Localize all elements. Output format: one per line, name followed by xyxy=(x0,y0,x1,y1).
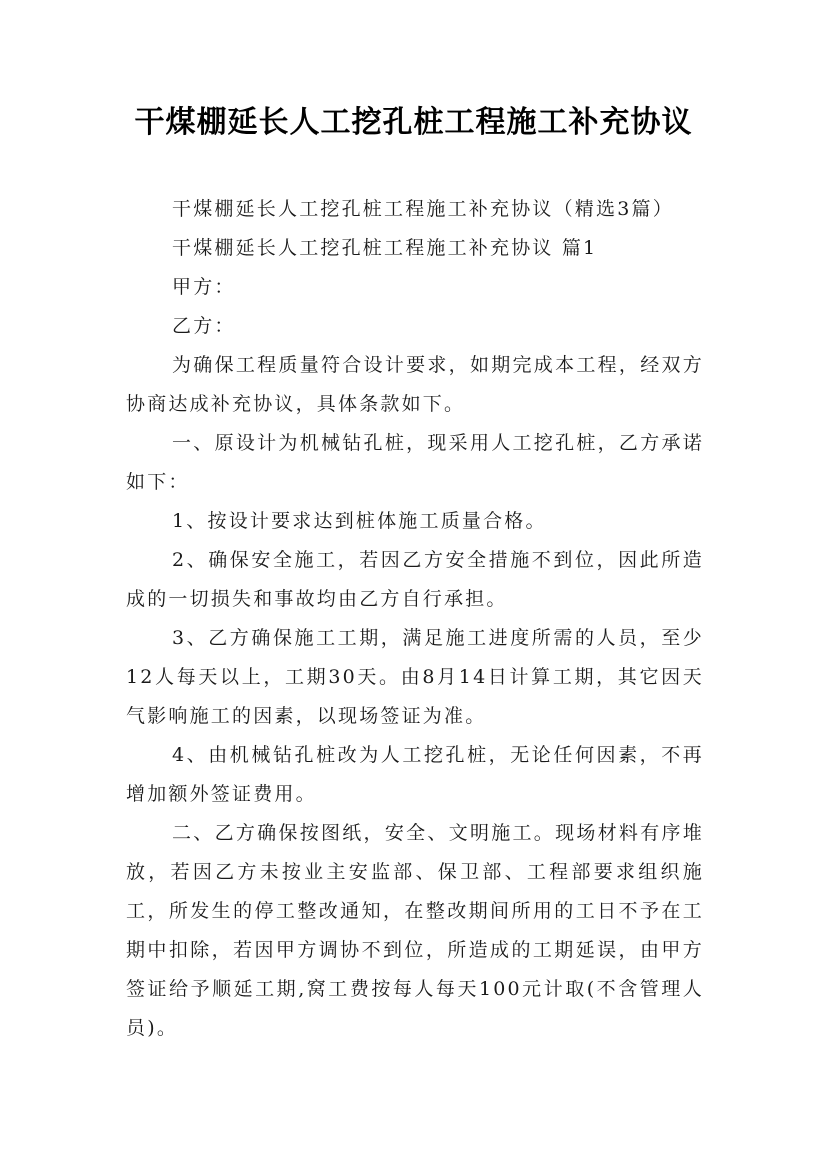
paragraph-item-2: 2、确保安全施工，若因乙方安全措施不到位，因此所造成的一切损失和事故均由乙方自行承担。 xyxy=(126,549,704,610)
paragraph-subtitle: 干煤棚延长人工挖孔桩工程施工补充协议（精选3篇） xyxy=(172,198,674,220)
paragraph-item-4: 4、由机械钻孔桩改为人工挖孔桩，无论任何因素，不再增加额外签证费用。 xyxy=(126,744,704,805)
paragraph-clause-1: 一、原设计为机械钻孔桩，现采用人工挖孔桩，乙方承诺如下： xyxy=(126,432,704,493)
paragraph-item-3: 3、乙方确保施工工期，满足施工进度所需的人员，至少12人每天以上，工期30天。由8月14日计算工期，其它因天气影响施工的因素，以现场签证为准。 xyxy=(126,627,704,727)
paragraph-clause-2: 二、乙方确保按图纸，安全、文明施工。现场材料有序堆放，若因乙方未按业主安监部、保卫部、工程部要求组织施工，所发生的停工整改通知，在整改期间所用的工日不予在工期中扣除，若因甲方调协不到位，所造成的工期延误，由甲方签证给予顺延工期,窝工费按每人每天100元计取(不含管理人员)。 xyxy=(126,822,704,1039)
paragraph-party-b: 乙方： xyxy=(172,315,236,337)
paragraph-section-heading: 干煤棚延长人工挖孔桩工程施工补充协议 篇1 xyxy=(172,237,598,259)
paragraph-preamble: 为确保工程质量符合设计要求，如期完成本工程，经双方协商达成补充协议，具体条款如下。 xyxy=(126,354,704,415)
paragraph-item-1: 1、按设计要求达到桩体施工质量合格。 xyxy=(172,510,547,532)
document-body xyxy=(126,190,704,1048)
paragraph-party-a: 甲方： xyxy=(172,276,236,298)
document-title: 干煤棚延长人工挖孔桩工程施工补充协议 xyxy=(134,105,693,140)
